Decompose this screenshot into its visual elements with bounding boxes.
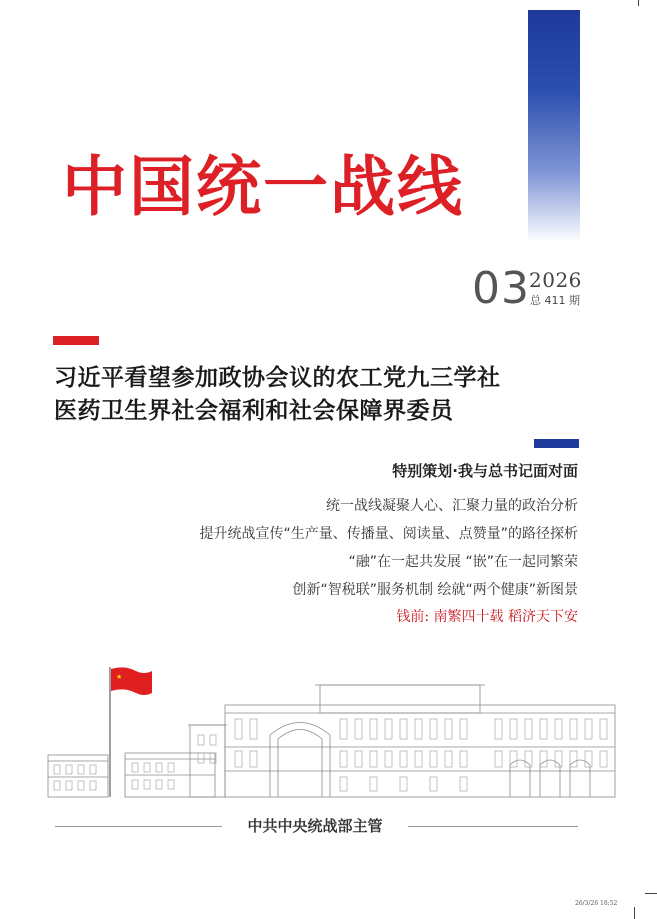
building-illustration xyxy=(40,655,620,805)
crop-mark-bottom-right xyxy=(645,893,657,894)
toc-item: 创新“智税联”服务机制 绘就“两个健康”新图景 xyxy=(292,582,578,598)
china-flag-icon xyxy=(111,667,152,695)
issue-total: 总 411 期 xyxy=(530,294,580,307)
issue-number: 03 xyxy=(472,263,530,314)
footer-divider-left xyxy=(55,826,222,827)
publisher-label: 中共中央统战部主管 xyxy=(247,817,383,835)
toc-item: 钱前: 南繁四十载 稻济天下安 xyxy=(396,609,578,625)
toc-item: 特别策划·我与总书记面对面 xyxy=(392,462,578,480)
crop-mark-top xyxy=(638,0,639,6)
blue-gradient-bar xyxy=(528,10,580,242)
svg-text:★: ★ xyxy=(116,673,123,681)
magazine-title: 中国统一战线 xyxy=(62,150,465,225)
issue-year: 2026 xyxy=(529,268,582,292)
red-accent-bar xyxy=(53,336,99,345)
footer-divider-right xyxy=(408,826,578,827)
print-timestamp: 26/3/26 18:52 xyxy=(575,900,618,907)
toc-item: “融”在一起共发展 “嵌”在一起同繁荣 xyxy=(348,554,578,570)
cover-headline-line-1: 习近平看望参加政协会议的农工党九三学社 xyxy=(54,365,501,391)
toc-item: 统一战线凝聚人心、汇聚力量的政治分析 xyxy=(326,498,578,514)
toc-item: 提升统战宣传“生产量、传播量、阅读量、点赞量”的路径探析 xyxy=(199,526,578,542)
cover-headline-line-2: 医药卫生界社会福利和社会保障界委员 xyxy=(54,398,454,424)
crop-mark-bottom-left xyxy=(634,907,635,919)
blue-accent-bar xyxy=(534,439,579,448)
